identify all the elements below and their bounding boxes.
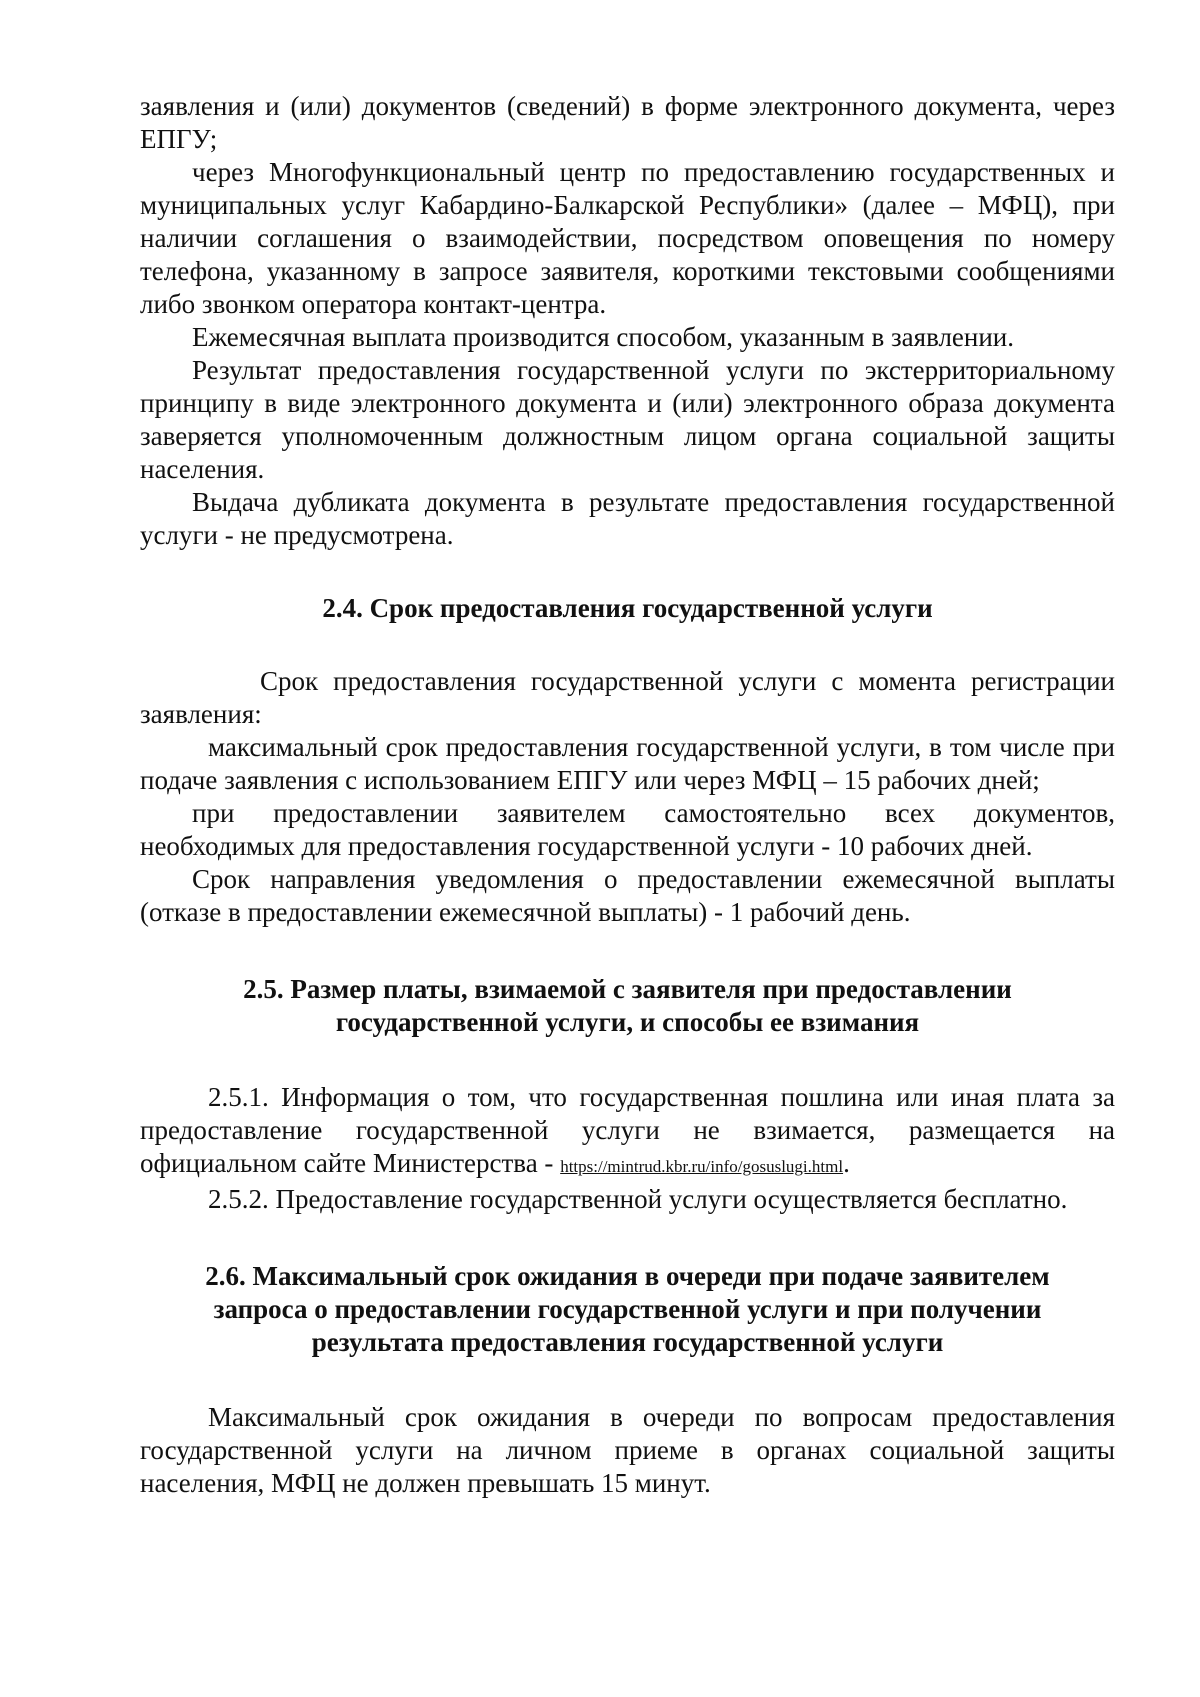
- section-2-5-heading-line-2: государственной услуги, и способы ее взимания: [335, 1007, 920, 1037]
- paragraph-term-from-registration: Срок предоставления государственной услуги с момента регистрации заявления:: [140, 666, 1115, 729]
- paragraph-max-term-15-days: максимальный срок предоставления государственной услуги, в том числе при подаче заявления с использованием ЕПГУ или через МФЦ – 15 рабочих дней;: [140, 732, 1115, 795]
- paragraph-mfc-notification: через Многофункциональный центр по предоставлению государственных и муниципальных услуг Кабардино-Балкарской Республики» (далее – МФЦ), при наличии соглашения о взаимодействии, посредством оповещения по номеру телефона, указанному в запросе заявителя, короткими текстовыми сообщениями либо звонком оператора контакт-центра.: [140, 157, 1115, 319]
- section-2-4-heading: 2.4. Срок предоставления государственной услуги: [322, 593, 933, 623]
- section-2-6-heading-line-1: 2.6. Максимальный срок ожидания в очереди при подаче заявителем: [205, 1261, 1050, 1291]
- paragraph-notification-term: Срок направления уведомления о предоставлении ежемесячной выплаты (отказе в предоставлении ежемесячной выплаты) - 1 рабочий день.: [140, 864, 1115, 927]
- paragraph-2-5-1-end: .: [843, 1148, 850, 1178]
- paragraph-term-10-days: при предоставлении заявителем самостоятельно всех документов, необходимых для предоставления государственной услуги - 10 рабочих дней.: [140, 798, 1115, 861]
- paragraph-2-5-1: [140, 1081, 1115, 1183]
- section-2-6-heading: [140, 1260, 1115, 1359]
- paragraph-epgu-continuation: заявления и (или) документов (сведений) в форме электронного документа, через ЕПГУ;: [140, 91, 1115, 154]
- paragraph-duplicate-issuance: Выдача дубликата документа в результате предоставления государственной услуги - не предусмотрена.: [140, 487, 1115, 550]
- paragraph-max-queue-wait: Максимальный срок ожидания в очереди по вопросам предоставления государственной услуги на личном приеме в органах социальной защиты населения, МФЦ не должен превышать 15 минут.: [140, 1402, 1115, 1498]
- paragraph-2-5-1-text: 2.5.1. Информация о том, что государственная пошлина или иная плата за предоставление государственной услуги не взимается, размещается на официальном сайте Министерства -: [140, 1082, 1115, 1178]
- paragraph-extraterritorial-result: Результат предоставления государственной услуги по экстерриториальному принципу в виде электронного документа и (или) электронного образа документа заверяется уполномоченным должностным лицом органа социальной защиты населения.: [140, 355, 1115, 484]
- section-2-6-heading-line-2: запроса о предоставлении государственной услуги и при получении: [213, 1294, 1042, 1324]
- section-2-5-heading: [140, 973, 1115, 1039]
- ministry-website-link[interactable]: https://mintrud.kbr.ru/info/gosuslugi.html: [560, 1157, 844, 1176]
- paragraph-monthly-payment-method: Ежемесячная выплата производится способом, указанным в заявлении.: [192, 322, 1015, 352]
- section-2-5-heading-line-1: 2.5. Размер платы, взимаемой с заявителя при предоставлении: [243, 974, 1012, 1004]
- document-page: [140, 90, 1115, 1500]
- paragraph-2-5-2: 2.5.2. Предоставление государственной услуги осуществляется бесплатно.: [208, 1184, 1068, 1214]
- section-2-6-heading-line-3: результата предоставления государственной услуги: [311, 1327, 944, 1357]
